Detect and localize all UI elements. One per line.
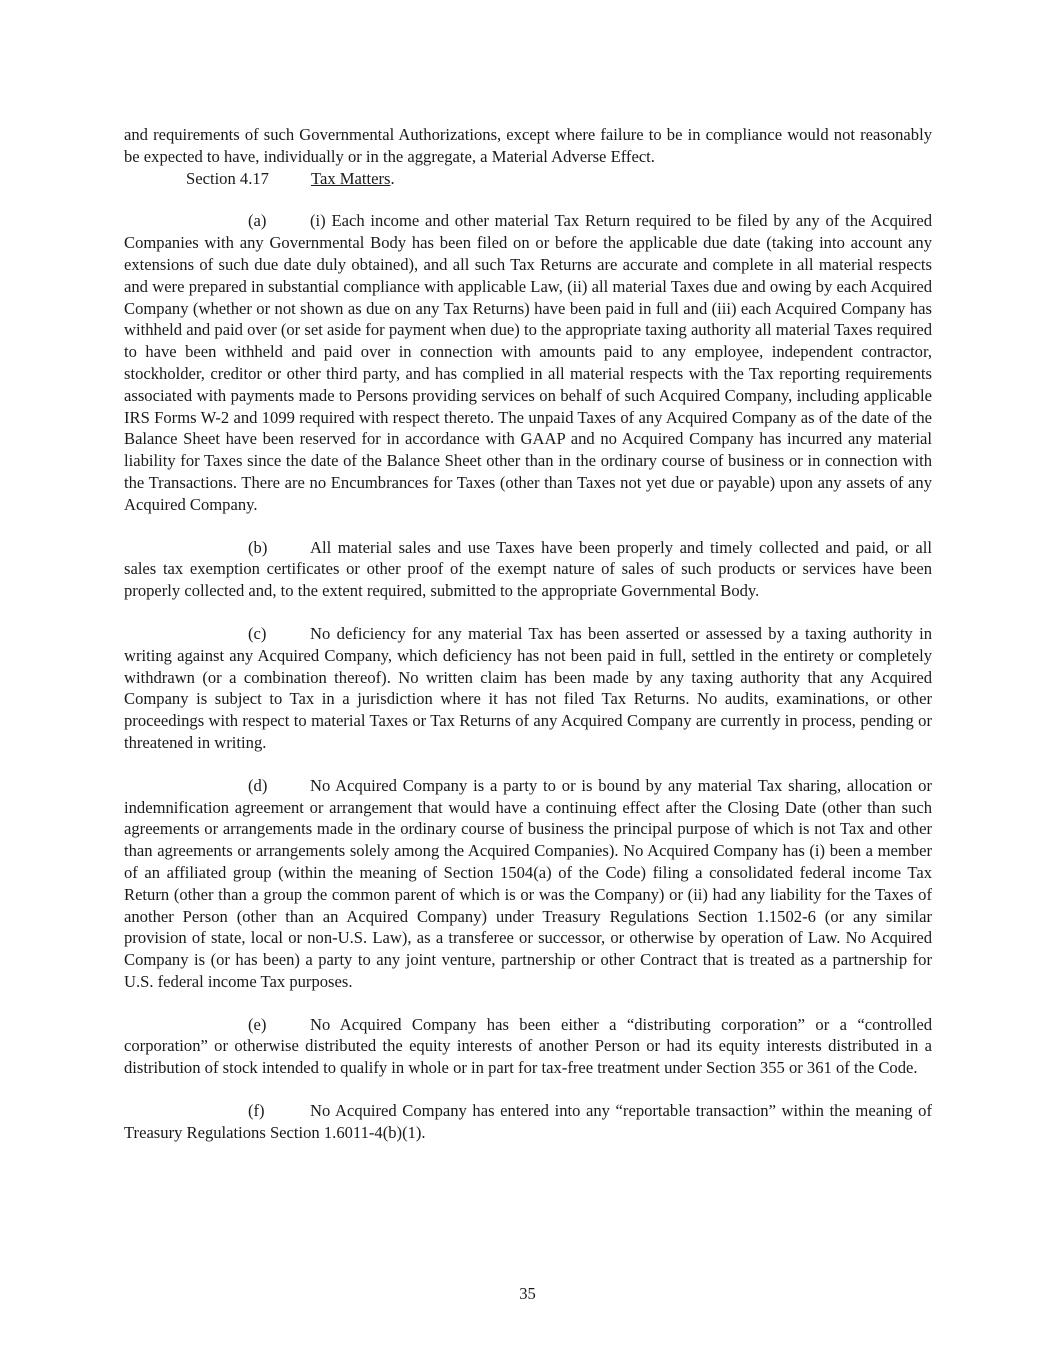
subsection-text: No Acquired Company has entered into any “reportable transaction” within the meaning of Treasury Regulations Section 1.6011-4(b)(1). [124, 1101, 932, 1142]
subsection-c [124, 623, 932, 754]
subsection-f [124, 1100, 932, 1144]
subsection-a [124, 210, 932, 515]
page-number: 35 [519, 1284, 536, 1303]
subsection-label: (f) [248, 1101, 265, 1121]
subsection-e [124, 1014, 932, 1079]
intro-paragraph: and requirements of such Governmental Authorizations, except where failure to be in compliance would not reasonably be expected to have, individually or in the aggregate, a Material Adverse Effect. [124, 125, 932, 166]
subsection-text: No deficiency for any material Tax has been asserted or assessed by a taxing authority in writing against any Acquired Company, which deficiency has not been paid in full, settled in the entirety or completely withdrawn (or a combination thereof). No written claim has been made by any taxing authority that any Acquired Company is subject to Tax in a jurisdiction where it has not filed Tax Returns. No audits, examinations, or other proceedings with respect to material Taxes or Tax Returns of any Acquired Company are currently in process, pending or threatened in writing. [124, 623, 932, 752]
subsection-d [124, 775, 932, 993]
subsection-label: (d) [248, 775, 268, 795]
document-page [124, 124, 932, 1144]
subsection-text: No Acquired Company has been either a “distributing corporation” or a “controlled corporation” or otherwise distributed the equity interests of another Person or had its equity interests distributed in a distribution of stock intended to qualify in whole or in part for tax-free treatment under Section 355 or 361 of the Code. [124, 1014, 932, 1078]
subsection-text: All material sales and use Taxes have been properly and timely collected and paid, or all sales tax exemption certificates or other proof of the exempt nature of sales of such products or services have been properly collected and, to the extent required, submitted to the appropriate Governmental Body. [124, 537, 932, 601]
section-number: Section 4.17 [186, 168, 269, 188]
subsection-text: (i) Each income and other material Tax Return required to be filed by any of the Acquired Companies with any Governmental Body has been filed on or before the applicable due date (taking into account any extensions of such due date duly obtained), and all such Tax Returns are accurate and complete in all material respects and were prepared in substantial compliance with applicable Law, (ii) all material Taxes due and owing by each Acquired Company (whether or not shown as due on any Tax Returns) have been paid in full and (iii) each Acquired Company has withheld and paid over (or set aside for payment when due) to the appropriate taxing authority all material Taxes required to have been withheld and paid over in connection with amounts paid to any employee, independent contractor, stockholder, creditor or other third party, and has complied in all material respects with the Tax reporting requirements associated with payments made to Persons providing services on behalf of such Acquired Company, including applicable IRS Forms W-2 and 1099 required with respect thereto. The unpaid Taxes of any Acquired Company as of the date of the Balance Sheet have been reserved for in accordance with GAAP and no Acquired Company has incurred any material liability for Taxes since the date of the Balance Sheet other than in the ordinary course of business or in connection with the Transactions. There are no Encumbrances for Taxes (other than Taxes not yet due or payable) upon any assets of any Acquired Company. [124, 211, 932, 514]
section-title-suffix: . [390, 168, 395, 188]
subsection-label: (a) [248, 211, 267, 231]
subsection-label: (e) [248, 1014, 267, 1034]
subsection-b [124, 537, 932, 602]
subsection-label: (b) [248, 537, 268, 557]
section-title: Tax Matters [311, 168, 391, 188]
section-heading [124, 168, 932, 190]
subsection-text: No Acquired Company is a party to or is bound by any material Tax sharing, allocation or indemnification agreement or arrangement that would have a continuing effect after the Closing Date (other than such agreements or arrangements made in the ordinary course of business the principal purpose of which is not Tax and other than agreements or arrangements solely among the Acquired Companies). No Acquired Company has (i) been a member of an affiliated group (within the meaning of Section 1504(a) of the Code) filing a consolidated federal income Tax Return (other than a group the common parent of which is or was the Company) or (ii) had any liability for the Taxes of another Person (other than an Acquired Company) under Treasury Regulations Section 1.1502-6 (or any similar provision of state, local or non-U.S. Law), as a transferee or successor, or otherwise by operation of Law. No Acquired Company is (or has been) a party to any joint venture, partnership or other Contract that is treated as a partnership for U.S. federal income Tax purposes. [124, 775, 932, 991]
subsection-label: (c) [248, 623, 267, 643]
